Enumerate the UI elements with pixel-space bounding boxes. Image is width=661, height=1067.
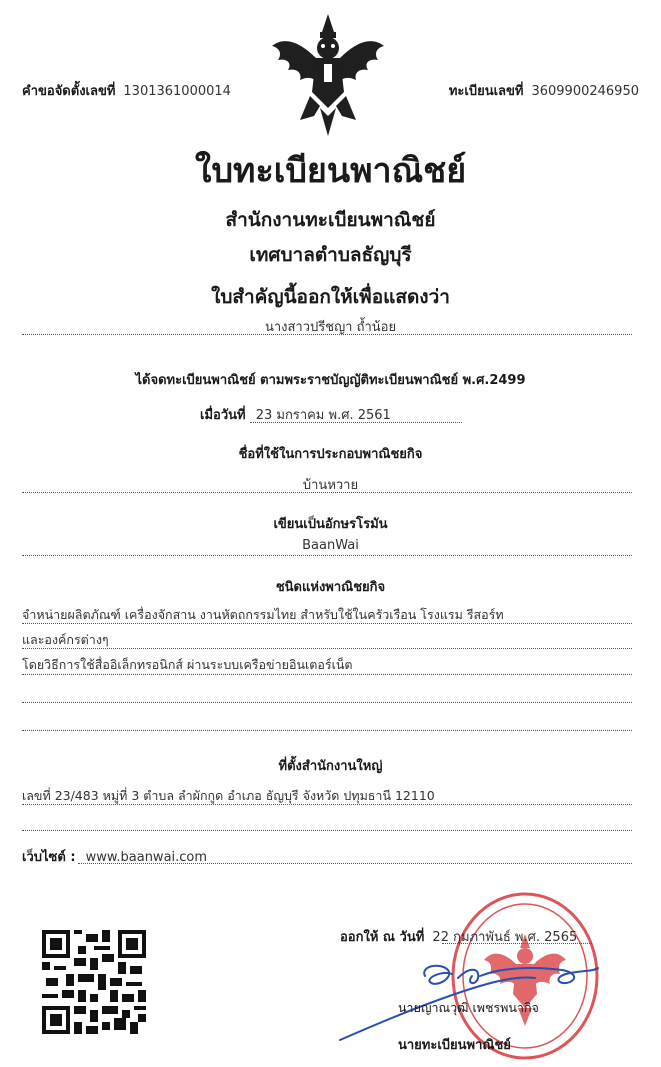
dotted-line	[22, 702, 632, 703]
hq-address: เลขที่ 23/483 หมู่ที่ 3 ตำบล ลำผักกูด อำเภอ ธัญบุรี จังหวัด ปทุมธานี 12110	[22, 788, 435, 803]
business-type-line1: จำหน่ายผลิตภัณฑ์ เครื่องจักสาน งานหัตถกรรมไทย สำหรับใช้ในครัวเรือน โรงแรม รีสอร์ท	[22, 607, 504, 622]
roman-label: เขียนเป็นอักษรโรมัน	[273, 517, 388, 532]
dotted-line	[22, 830, 632, 831]
registrar-title: นายทะเบียนพาณิชย์	[398, 1038, 511, 1053]
dotted-line	[22, 804, 632, 805]
dotted-line	[78, 863, 632, 864]
dotted-line	[22, 648, 632, 649]
hq-label: ที่ตั้งสำนักงานใหญ่	[278, 759, 383, 774]
issued-date: 22 กุมภาพันธ์ พ.ศ. 2565	[432, 930, 578, 945]
registered-date: 23 มกราคม พ.ศ. 2561	[255, 408, 391, 423]
registration-label: ทะเบียนเลขที่	[448, 84, 524, 99]
dotted-line	[22, 623, 632, 624]
dotted-line	[22, 492, 632, 493]
business-type-line2: และองค์กรต่างๆ	[22, 632, 109, 647]
issued-label: ออกให้ ณ วันที่	[340, 930, 425, 945]
office-line1: สำนักงานทะเบียนพาณิชย์	[225, 209, 436, 231]
registration-number-line	[449, 80, 639, 101]
registrar-name: นายญาณวุฒิ เพชรพนากิจ	[398, 1000, 539, 1015]
dotted-line	[442, 943, 592, 944]
qr-code[interactable]	[42, 930, 146, 1034]
roman-name: BaanWai	[302, 538, 359, 553]
registered-statement: ได้จดทะเบียนพาณิชย์ ตามพระราชบัญญัติทะเบียนพาณิชย์ พ.ศ.2499	[135, 373, 526, 388]
dotted-line	[22, 555, 632, 556]
trade-name-label: ชื่อที่ใช้ในการประกอบพาณิชยกิจ	[238, 447, 423, 462]
certify-line: ใบสำคัญนี้ออกให้เพื่อแสดงว่า	[211, 286, 450, 308]
registered-date-label: เมื่อวันที่	[200, 408, 246, 423]
dotted-line	[22, 730, 632, 731]
office-line2: เทศบาลตำบลธัญบุรี	[249, 244, 412, 266]
request-number: 1301361000014	[123, 84, 231, 99]
dotted-line	[250, 422, 462, 423]
owner-name: นางสาวปรีชญา ถ้ำน้อย	[264, 320, 397, 335]
request-label: คำขอจัดตั้งเลขที่	[22, 84, 116, 99]
document-title: ใบทะเบียนพาณิชย์	[194, 151, 467, 191]
business-type-line3: โดยวิธีการใช้สื่ออิเล็กทรอนิกส์ ผ่านระบบเครือข่ายอินเตอร์เน็ต	[22, 657, 353, 672]
website-link[interactable]: www.baanwai.com	[85, 850, 208, 865]
dotted-line	[22, 674, 632, 675]
website-label: เว็บไซต์ :	[22, 850, 76, 865]
request-number-line	[22, 80, 231, 101]
trade-name: บ้านหวาย	[302, 478, 359, 493]
dotted-line	[22, 334, 632, 335]
business-type-label: ชนิดแห่งพาณิชยกิจ	[275, 580, 386, 595]
garuda-emblem	[270, 12, 386, 138]
registration-number: 3609900246950	[531, 84, 639, 99]
